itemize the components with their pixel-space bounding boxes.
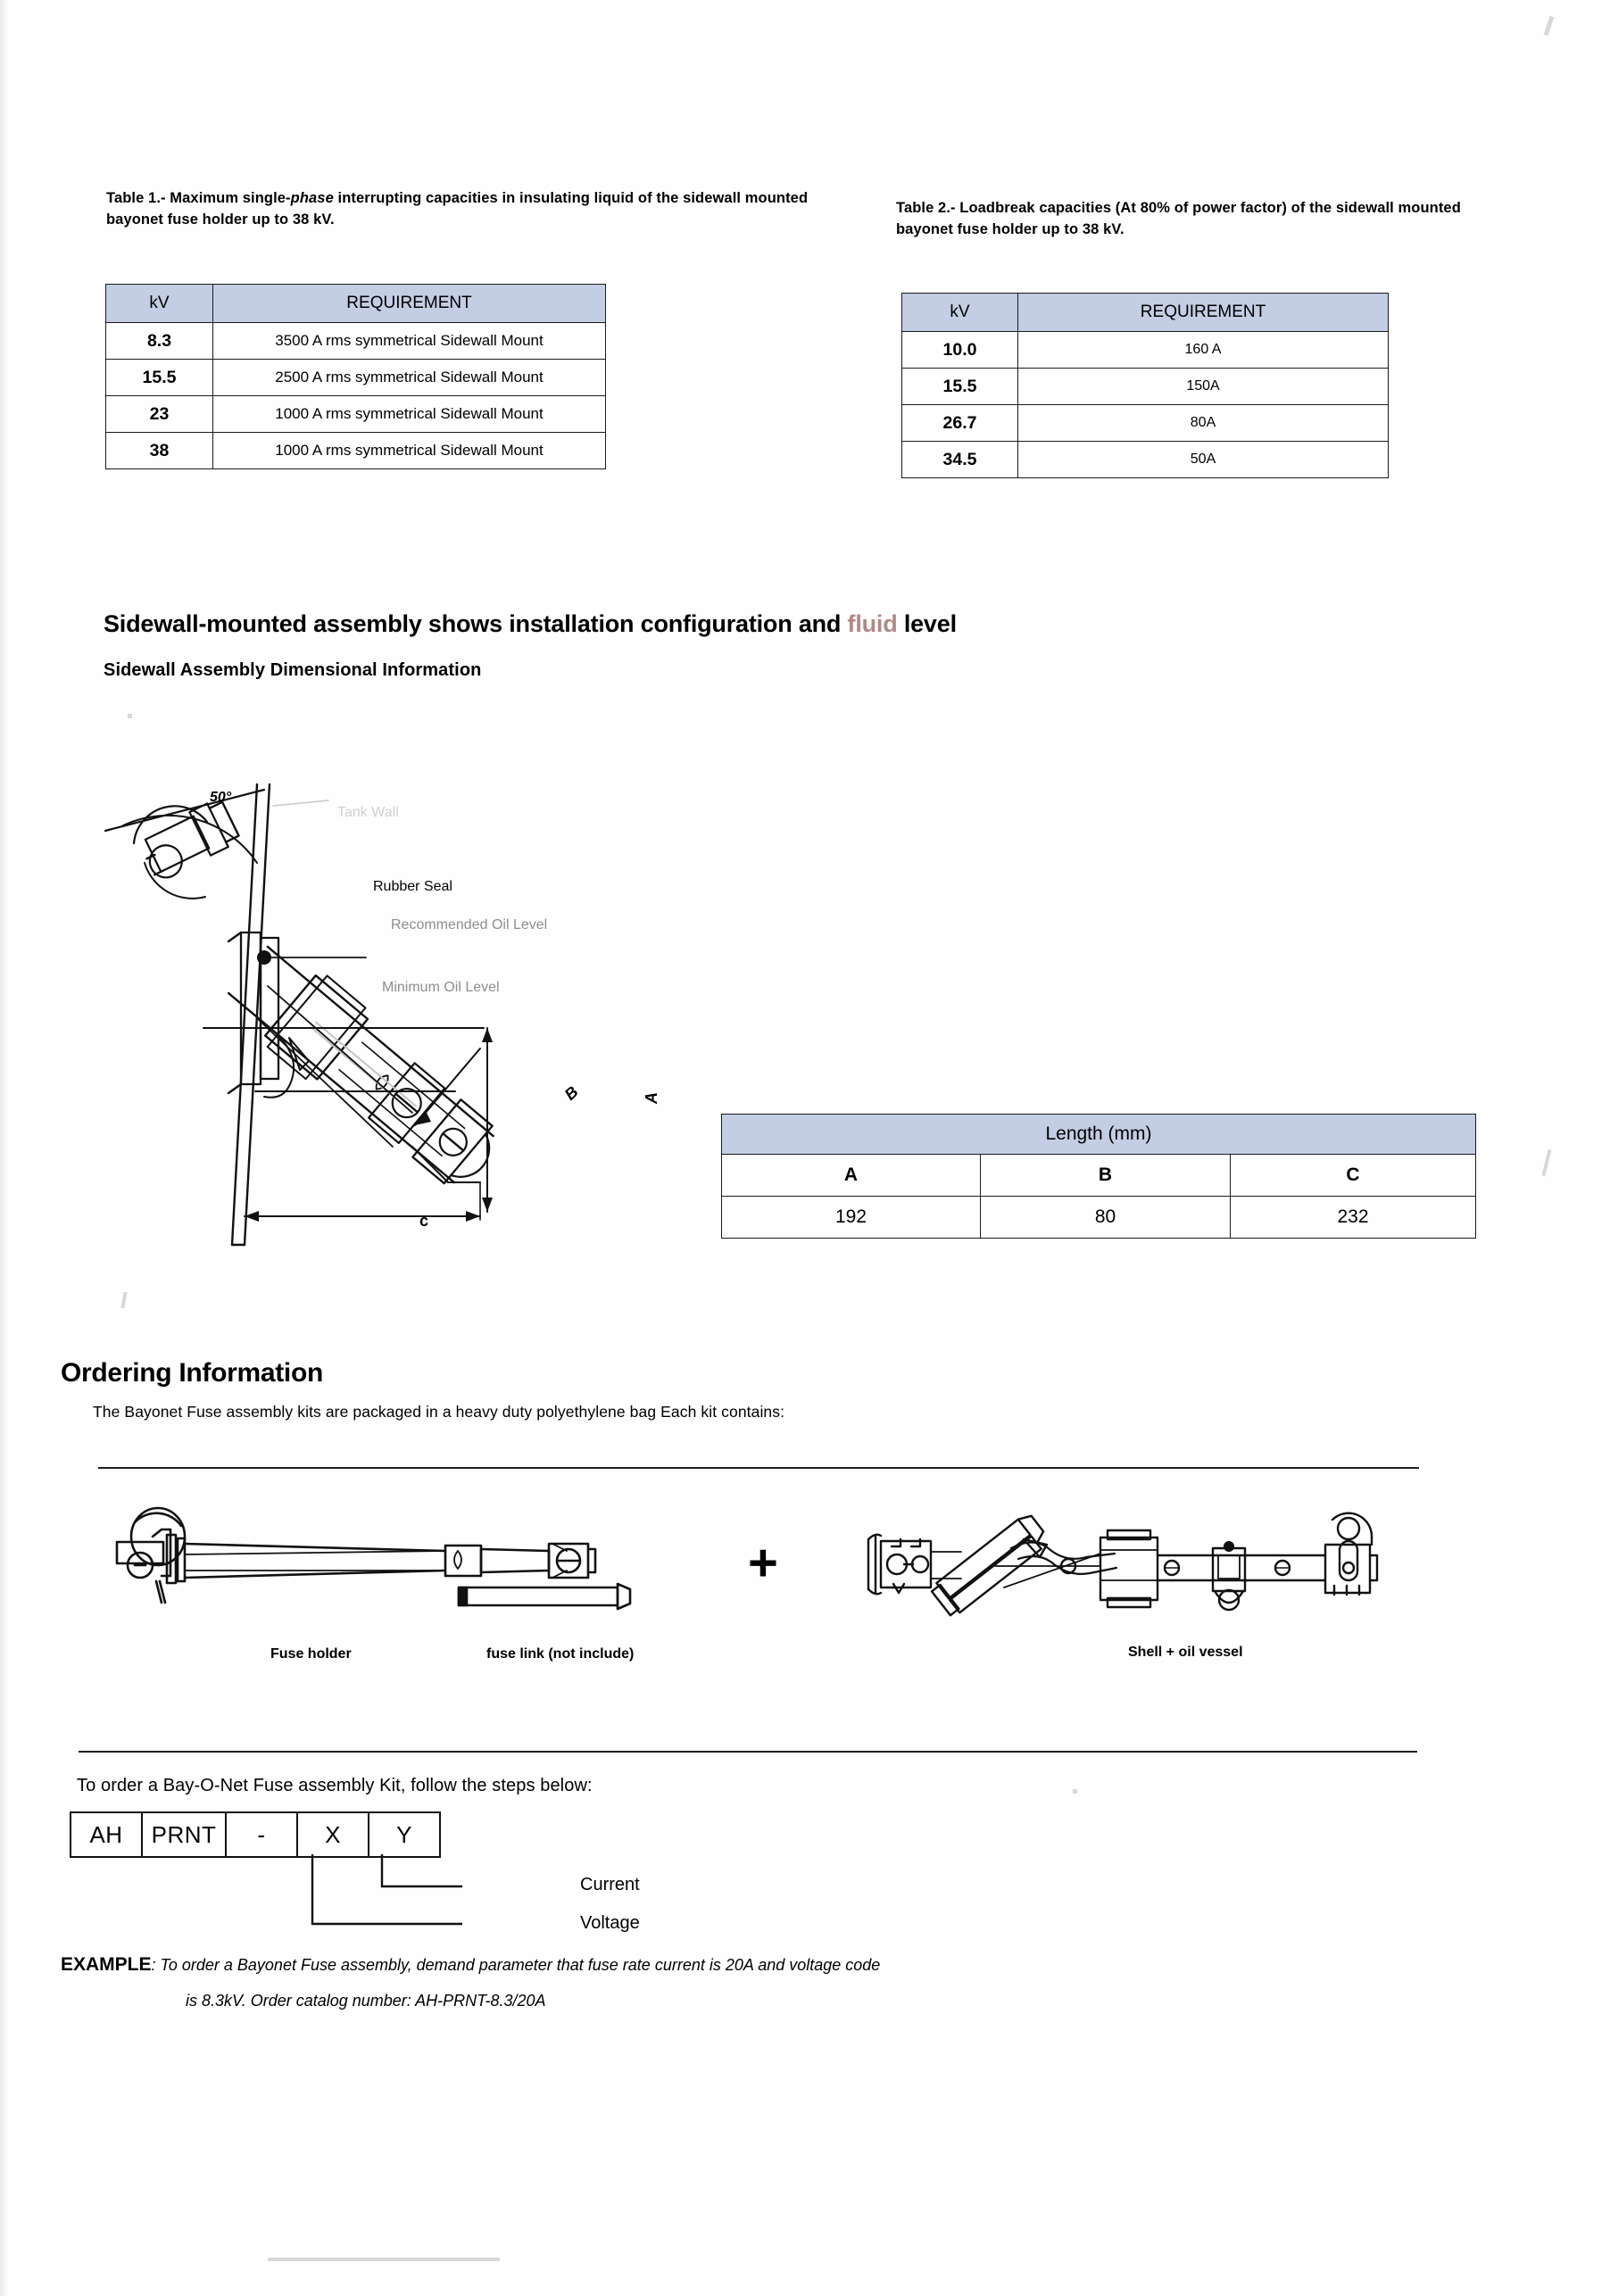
table1-kv-2: 23 xyxy=(106,396,213,433)
table-row xyxy=(902,405,1389,442)
table1-header-requirement: REQUIREMENT xyxy=(213,285,606,323)
plus-icon: + xyxy=(748,1534,778,1592)
length-header-b: B xyxy=(981,1155,1231,1197)
code-box-y[interactable]: Y xyxy=(369,1813,441,1856)
sidewall-heading-part2: level xyxy=(897,610,957,637)
code-box-ah[interactable]: AH xyxy=(71,1813,143,1856)
example-line-2: is 8.3kV. Order catalog number: AH-PRNT-8.3/20A xyxy=(186,1992,546,2010)
order-steps-intro: To order a Bay-O-Net Fuse assembly Kit, follow the steps below: xyxy=(77,1776,593,1795)
table2-kv-3: 34.5 xyxy=(902,442,1018,478)
current-leader-label: Current xyxy=(580,1875,640,1894)
length-header-a: A xyxy=(722,1155,981,1197)
table2-req-3: 50A xyxy=(1018,442,1389,478)
sidewall-sub-heading: Sidewall Assembly Dimensional Information xyxy=(104,660,482,680)
code-box-prnt[interactable]: PRNT xyxy=(143,1813,227,1856)
length-table xyxy=(721,1114,1476,1239)
length-value-a: 192 xyxy=(722,1197,981,1239)
ordering-information-heading: Ordering Information xyxy=(61,1358,324,1388)
code-box-x[interactable]: X xyxy=(298,1813,369,1856)
table-row xyxy=(902,369,1389,405)
sidewall-assembly-drawing xyxy=(98,763,705,1263)
code-leader-lines xyxy=(70,1854,623,1952)
catalog-code-builder xyxy=(70,1811,441,1858)
dimension-a-label: A xyxy=(643,1092,660,1104)
table1-caption xyxy=(106,188,847,231)
table-row xyxy=(902,332,1389,369)
table-row xyxy=(106,433,606,469)
table2-header-row xyxy=(902,294,1389,332)
length-table-title: Length (mm) xyxy=(722,1115,1476,1155)
recommended-oil-level-label: Recommended Oil Level xyxy=(391,917,548,932)
table2-kv-1: 15.5 xyxy=(902,369,1018,405)
voltage-leader-label: Voltage xyxy=(580,1913,640,1933)
scan-edge-artifact xyxy=(268,2258,500,2261)
table-row xyxy=(106,323,606,360)
code-box-dash[interactable]: - xyxy=(227,1813,298,1856)
minimum-oil-level-label: Minimum Oil Level xyxy=(382,980,500,995)
example-text-1: : To order a Bayonet Fuse assembly, demand parameter that fuse rate current is 20A and voltage code xyxy=(151,1956,881,1974)
table1-req-0: 3500 A rms symmetrical Sidewall Mount xyxy=(213,323,606,360)
fuse-link-illustration xyxy=(455,1582,643,1612)
table1-header-row xyxy=(106,285,606,323)
scan-speck xyxy=(1541,1149,1551,1176)
table2-req-2: 80A xyxy=(1018,405,1389,442)
table-row xyxy=(106,360,606,396)
table2-kv-2: 26.7 xyxy=(902,405,1018,442)
length-table-header-row xyxy=(722,1155,1476,1197)
table1-req-2: 1000 A rms symmetrical Sidewall Mount xyxy=(213,396,606,433)
example-line-1 xyxy=(61,1954,880,1976)
table1-req-3: 1000 A rms symmetrical Sidewall Mount xyxy=(213,433,606,469)
table2-caption: Table 2.- Loadbreak capacities (At 80% of power factor) of the sidewall mounted bayonet fuse holder up to 38 kV. xyxy=(896,200,1461,237)
table1-caption-prefix: Table 1.- Maximum single- xyxy=(106,190,291,206)
table1-caption-italic: phase xyxy=(290,190,334,206)
table2 xyxy=(901,293,1389,478)
scan-speck xyxy=(1544,16,1555,36)
length-value-b: 80 xyxy=(981,1197,1231,1239)
scan-edge-artifact xyxy=(0,0,9,2296)
table1 xyxy=(105,284,606,469)
sidewall-heading-part1: Sidewall-mounted assembly shows installation configuration and xyxy=(104,610,848,637)
scan-speck xyxy=(128,714,132,718)
ordering-intro-text: The Bayonet Fuse assembly kits are packaged in a heavy duty polyethylene bag Each kit contains: xyxy=(93,1403,785,1421)
table1-kv-1: 15.5 xyxy=(106,360,213,396)
table2-kv-0: 10.0 xyxy=(902,332,1018,369)
dimension-c-label: c xyxy=(419,1212,429,1230)
shell-oil-vessel-illustration xyxy=(861,1502,1388,1613)
length-value-c: 232 xyxy=(1231,1197,1476,1239)
table2-header-kv: kV xyxy=(902,294,1018,332)
dimension-b-label: B xyxy=(560,1082,582,1104)
table2-req-1: 150A xyxy=(1018,369,1389,405)
fuse-holder-caption: Fuse holder xyxy=(270,1646,352,1662)
sidewall-heading-faded-word: fluid xyxy=(847,610,898,637)
divider-bottom xyxy=(79,1751,1417,1753)
scan-speck xyxy=(120,1292,127,1308)
table1-caption-rest: interrupting capacities in insulating liquid of the sidewall mounted bayonet fuse holder up to 38 kV. xyxy=(106,190,809,228)
table-row xyxy=(902,442,1389,478)
table1-kv-0: 8.3 xyxy=(106,323,213,360)
fuse-link-caption: fuse link (not include) xyxy=(486,1646,635,1662)
rubber-seal-label: Rubber Seal xyxy=(373,879,452,894)
tank-wall-label: Tank Wall xyxy=(337,805,399,820)
angle-label: 50° xyxy=(210,790,232,805)
table-row xyxy=(106,396,606,433)
table2-req-0: 160 A xyxy=(1018,332,1389,369)
sidewall-main-heading xyxy=(104,610,957,638)
scan-speck xyxy=(1073,1789,1077,1794)
table1-kv-3: 38 xyxy=(106,433,213,469)
length-table-title-row xyxy=(722,1115,1476,1155)
divider-top xyxy=(98,1467,1419,1469)
example-label: EXAMPLE xyxy=(61,1954,152,1975)
table-row xyxy=(722,1197,1476,1239)
shell-oil-vessel-caption: Shell + oil vessel xyxy=(1128,1645,1243,1660)
table1-header-kv: kV xyxy=(106,285,213,323)
table2-header-requirement: REQUIREMENT xyxy=(1018,294,1389,332)
length-header-c: C xyxy=(1231,1155,1476,1197)
table1-req-1: 2500 A rms symmetrical Sidewall Mount xyxy=(213,360,606,396)
